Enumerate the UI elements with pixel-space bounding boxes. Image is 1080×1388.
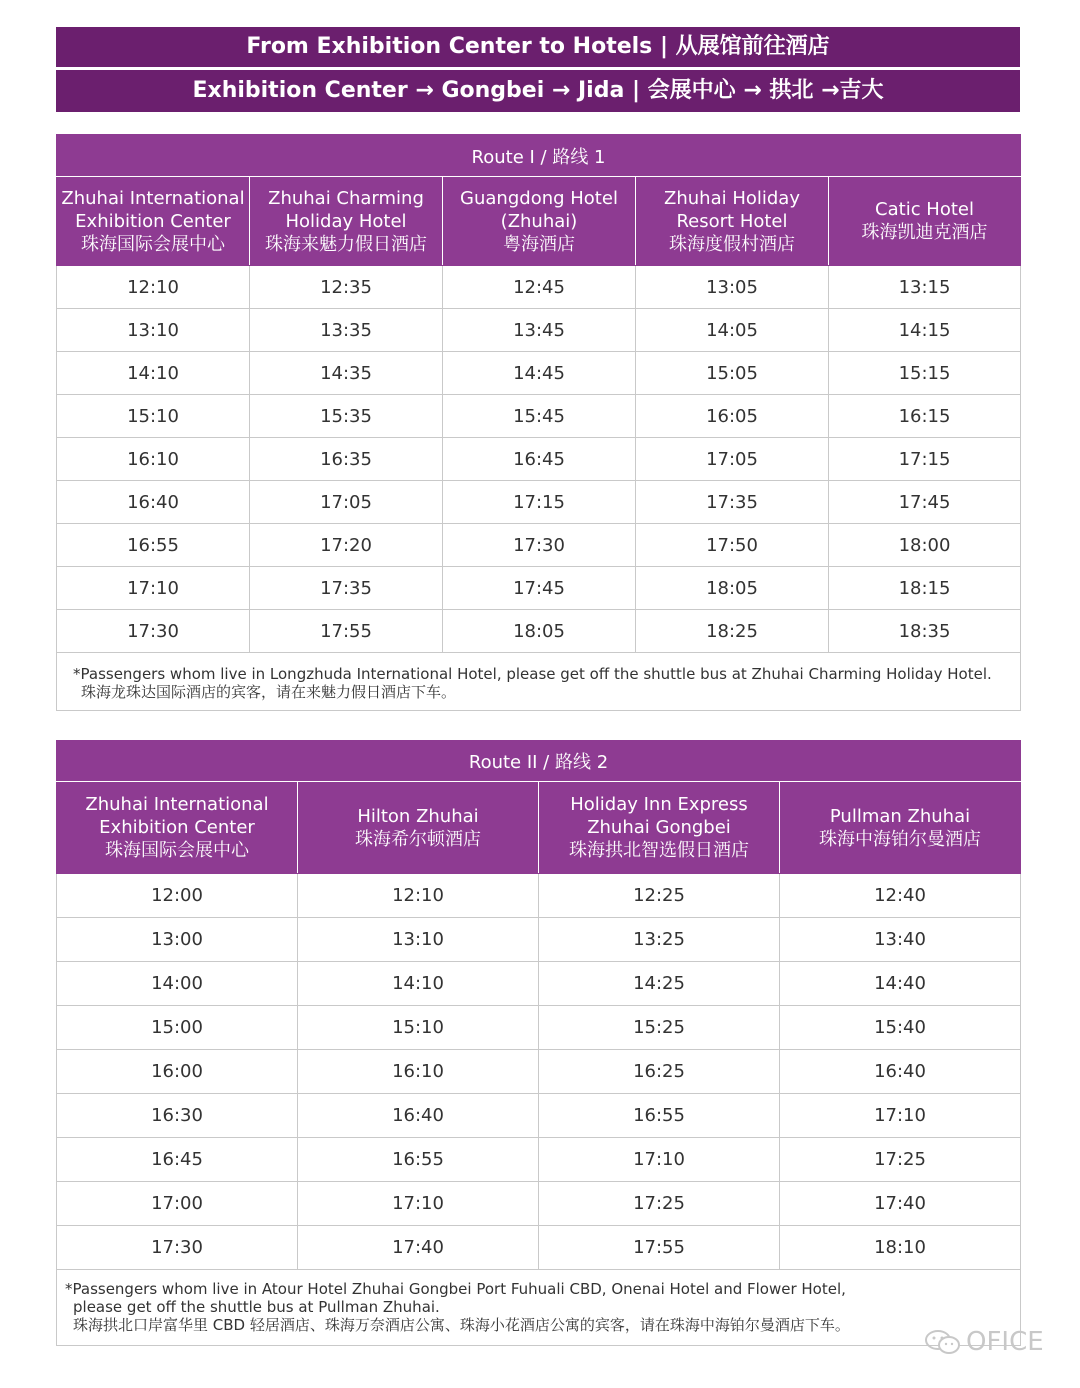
- time-cell: 18:15: [829, 567, 1021, 610]
- time-cell: 17:10: [298, 1182, 539, 1226]
- time-cell: 14:00: [57, 962, 298, 1006]
- time-cell: 17:30: [57, 1226, 298, 1270]
- watermark: [924, 1324, 1044, 1360]
- time-cell: 18:00: [829, 524, 1021, 567]
- time-cell: 16:55: [57, 524, 250, 567]
- route-1-column-header-line: 粤海酒店: [503, 233, 575, 255]
- table-row: [57, 874, 1021, 918]
- time-cell: 13:25: [539, 918, 780, 962]
- time-cell: 17:50: [636, 524, 829, 567]
- time-cell: 13:10: [298, 918, 539, 962]
- time-cell: 15:10: [298, 1006, 539, 1050]
- route-2-column-header-line: Hilton Zhuhai: [357, 805, 479, 827]
- time-cell: 17:55: [250, 610, 443, 653]
- route-1-column-header-line: Catic Hotel: [875, 199, 974, 220]
- table-row: [57, 266, 1021, 309]
- table-row: [57, 918, 1021, 962]
- table-row: [57, 309, 1021, 352]
- time-cell: 18:05: [443, 610, 636, 653]
- time-cell: 17:15: [443, 481, 636, 524]
- time-cell: 17:20: [250, 524, 443, 567]
- route-2-column-header-line: 珠海希尔顿酒店: [355, 828, 481, 850]
- time-cell: 16:10: [57, 438, 250, 481]
- time-cell: 16:35: [250, 438, 443, 481]
- route-1-column-header: [250, 177, 443, 266]
- time-cell: 17:45: [443, 567, 636, 610]
- time-cell: 13:00: [57, 918, 298, 962]
- route-2-column-header: [57, 782, 298, 874]
- time-cell: 15:25: [539, 1006, 780, 1050]
- table-row: [57, 1182, 1021, 1226]
- time-cell: 12:35: [250, 266, 443, 309]
- route-1-title: Route I / 路线 1: [57, 135, 1021, 177]
- route-1-column-header: [57, 177, 250, 266]
- route-2-note-en-1: *Passengers whom live in Atour Hotel Zhuhai Gongbei Port Fuhuali CBD, Onenai Hotel and Flower Hotel,: [65, 1280, 846, 1298]
- time-cell: 16:40: [57, 481, 250, 524]
- time-cell: 17:05: [250, 481, 443, 524]
- route-2-column-header-line: 珠海拱北智选假日酒店: [569, 840, 749, 861]
- route-1-note: [57, 653, 1021, 711]
- table-row: [57, 438, 1021, 481]
- route-2-column-header: [539, 782, 780, 874]
- page-subtitle: Exhibition Center → Gongbei → Jida | 会展中心 → 拱北 →吉大: [56, 70, 1020, 112]
- time-cell: 15:35: [250, 395, 443, 438]
- time-cell: 17:00: [57, 1182, 298, 1226]
- route-1-column-header-line: 珠海来魅力假日酒店: [265, 233, 427, 255]
- route-2-column-header-line: Exhibition Center: [99, 817, 255, 838]
- table-row: [57, 610, 1021, 653]
- time-cell: 15:15: [829, 352, 1021, 395]
- time-cell: 18:10: [780, 1226, 1021, 1270]
- time-cell: 16:40: [298, 1094, 539, 1138]
- route-1-column-header-line: 珠海国际会展中心: [81, 233, 225, 255]
- time-cell: 17:35: [636, 481, 829, 524]
- route-1-column-header-line: Holiday Hotel: [285, 210, 407, 232]
- time-cell: 13:40: [780, 918, 1021, 962]
- time-cell: 14:10: [298, 962, 539, 1006]
- route-1-note-cn: 珠海龙珠达国际酒店的宾客，请在来魅力假日酒店下车。: [81, 683, 457, 701]
- route-2-column-header-line: Zhuhai International: [85, 794, 269, 815]
- time-cell: 14:15: [829, 309, 1021, 352]
- route-1-column-header: [636, 177, 829, 266]
- route-1-column-header-line: Guangdong Hotel: [460, 187, 618, 209]
- time-cell: 17:25: [780, 1138, 1021, 1182]
- time-cell: 17:35: [250, 567, 443, 610]
- time-cell: 14:35: [250, 352, 443, 395]
- time-cell: 18:05: [636, 567, 829, 610]
- time-cell: 12:10: [57, 266, 250, 309]
- route-2-note-en-2: please get off the shuttle bus at Pullman Zhuhai.: [73, 1298, 440, 1316]
- time-cell: 17:45: [829, 481, 1021, 524]
- time-cell: 17:40: [780, 1182, 1021, 1226]
- time-cell: 13:15: [829, 266, 1021, 309]
- time-cell: 14:45: [443, 352, 636, 395]
- route-1-column-header-line: Exhibition Center: [75, 210, 231, 232]
- time-cell: 18:25: [636, 610, 829, 653]
- time-cell: 16:10: [298, 1050, 539, 1094]
- table-row: [57, 1138, 1021, 1182]
- route-1-column-header-line: Zhuhai Holiday: [664, 187, 800, 209]
- route-1-note-en: *Passengers whom live in Longzhuda International Hotel, please get off the shuttle bus at Zhuhai Charming Holiday Hotel.: [73, 665, 992, 683]
- watermark-text: OFICE: [966, 1327, 1044, 1357]
- time-cell: 15:05: [636, 352, 829, 395]
- time-cell: 16:15: [829, 395, 1021, 438]
- table-row: [57, 1094, 1021, 1138]
- time-cell: 14:05: [636, 309, 829, 352]
- time-cell: 16:40: [780, 1050, 1021, 1094]
- route-2-column-header-line: 珠海国际会展中心: [105, 840, 249, 861]
- route-2-column-header-line: Holiday Inn Express: [570, 794, 748, 815]
- time-cell: 12:10: [298, 874, 539, 918]
- time-cell: 16:25: [539, 1050, 780, 1094]
- wechat-icon: [924, 1328, 962, 1356]
- table-row: [57, 1006, 1021, 1050]
- time-cell: 14:25: [539, 962, 780, 1006]
- time-cell: 16:55: [539, 1094, 780, 1138]
- time-cell: 12:25: [539, 874, 780, 918]
- time-cell: 17:55: [539, 1226, 780, 1270]
- time-cell: 15:40: [780, 1006, 1021, 1050]
- table-row: [57, 962, 1021, 1006]
- time-cell: 17:05: [636, 438, 829, 481]
- time-cell: 17:30: [443, 524, 636, 567]
- table-row: [57, 352, 1021, 395]
- route-1-column-header-line: 珠海凯迪克酒店: [861, 222, 988, 243]
- time-cell: 13:45: [443, 309, 636, 352]
- time-cell: 13:05: [636, 266, 829, 309]
- table-row: [57, 567, 1021, 610]
- time-cell: 17:30: [57, 610, 250, 653]
- route-2-column-header: [780, 782, 1021, 874]
- time-cell: 17:40: [298, 1226, 539, 1270]
- time-cell: 16:45: [57, 1138, 298, 1182]
- route-2-table: [56, 740, 1021, 1346]
- route-1-column-header-line: (Zhuhai): [500, 210, 578, 232]
- table-row: [57, 481, 1021, 524]
- time-cell: 16:00: [57, 1050, 298, 1094]
- route-2-column-header: [298, 782, 539, 874]
- time-cell: 16:05: [636, 395, 829, 438]
- time-cell: 15:10: [57, 395, 250, 438]
- table-row: [57, 1226, 1021, 1270]
- route-2-note: [57, 1270, 1021, 1346]
- route-1-column-header: [829, 177, 1021, 266]
- route-2-title: Route II / 路线 2: [57, 741, 1021, 782]
- route-1-column-header-line: 珠海度假村酒店: [669, 233, 795, 255]
- time-cell: 17:25: [539, 1182, 780, 1226]
- route-2-column-header-line: Zhuhai Gongbei: [587, 817, 731, 838]
- table-row: [57, 1050, 1021, 1094]
- time-cell: 15:00: [57, 1006, 298, 1050]
- time-cell: 17:15: [829, 438, 1021, 481]
- time-cell: 16:45: [443, 438, 636, 481]
- route-1-column-header-line: Resort Hotel: [676, 210, 788, 232]
- time-cell: 12:40: [780, 874, 1021, 918]
- time-cell: 17:10: [780, 1094, 1021, 1138]
- route-1-column-header: [443, 177, 636, 266]
- route-2-column-header-line: Pullman Zhuhai: [829, 805, 971, 827]
- route-1-column-header-line: Zhuhai International: [61, 187, 245, 209]
- route-1-table: [56, 134, 1021, 711]
- time-cell: 12:00: [57, 874, 298, 918]
- time-cell: 15:45: [443, 395, 636, 438]
- time-cell: 16:30: [57, 1094, 298, 1138]
- time-cell: 17:10: [57, 567, 250, 610]
- time-cell: 18:35: [829, 610, 1021, 653]
- page-title: From Exhibition Center to Hotels | 从展馆前往酒店: [56, 27, 1020, 67]
- route-1-column-header-line: Zhuhai Charming: [268, 187, 424, 209]
- time-cell: 14:40: [780, 962, 1021, 1006]
- time-cell: 16:55: [298, 1138, 539, 1182]
- route-2-column-header-line: 珠海中海铂尔曼酒店: [819, 828, 982, 850]
- time-cell: 13:35: [250, 309, 443, 352]
- time-cell: 14:10: [57, 352, 250, 395]
- time-cell: 13:10: [57, 309, 250, 352]
- table-row: [57, 524, 1021, 567]
- time-cell: 12:45: [443, 266, 636, 309]
- time-cell: 17:10: [539, 1138, 780, 1182]
- table-row: [57, 395, 1021, 438]
- route-2-note-cn: 珠海拱北口岸富华里 CBD 轻居酒店、珠海万奈酒店公寓、珠海小花酒店公寓的宾客，请在珠海中海铂尔曼酒店下车。: [73, 1316, 850, 1334]
